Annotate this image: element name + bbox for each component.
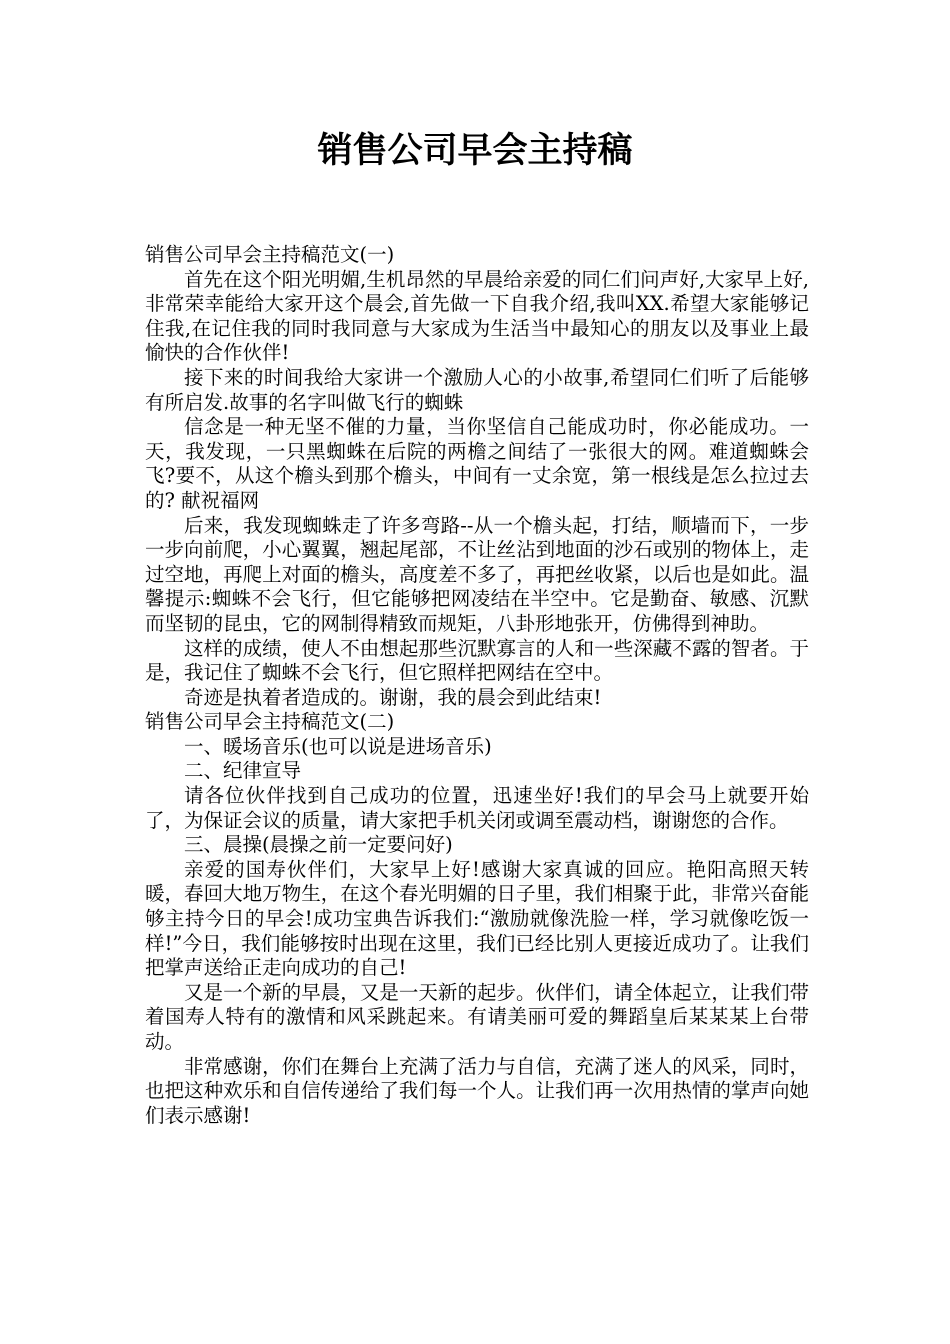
- paragraph: 奇迹是执着者造成的。谢谢，我的晨会到此结束!: [184, 685, 602, 709]
- document-title: 销售公司早会主持稿: [317, 131, 633, 171]
- paragraph: 又是一个新的早晨，又是一天新的起步。伙伴们，请全体起立，让我们带着国寿人特有的激情和风采跳起来。有请美丽可爱的舞蹈皇后某某某上台带动。: [145, 980, 809, 1053]
- paragraph: 亲爱的国寿伙伴们，大家早上好!感谢大家真诚的回应。艳阳高照天转暖，春回大地万物生，在这个春光明媚的日子里，我们相聚于此，非常兴奋能够主持今日的早会!成功宝典告诉我们:“激励就像洗脸一样，学习就像吃饭一样!”今日，我们能够按时出现在这里，我们已经比别人更接近成功了。让我们把掌声送给正走向成功的自己!: [145, 857, 809, 980]
- list-item: 三、晨操(晨操之前一定要问好): [184, 833, 453, 857]
- document-body: [145, 243, 809, 1128]
- paragraph: 首先在这个阳光明媚,生机昂然的早晨给亲爱的同仁们问声好,大家早上好,非常荣幸能给大家开这个晨会,首先做一下自我介绍,我叫XX.希望大家能够记住我,在记住我的同时我同意与大家成为生活当中最知心的朋友以及事业上最愉快的合作伙伴!: [145, 267, 809, 365]
- paragraph: 非常感谢，你们在舞台上充满了活力与自信，充满了迷人的风采，同时，也把这种欢乐和自信传递给了我们每一个人。让我们再一次用热情的掌声向她们表示感谢!: [145, 1054, 809, 1127]
- paragraph: 接下来的时间我给大家讲一个激励人心的小故事,希望同仁们听了后能够有所启发.故事的名字叫做飞行的蜘蛛: [145, 365, 809, 414]
- list-item: 二、纪律宣导: [184, 759, 302, 783]
- paragraph: 请各位伙伴找到自己成功的位置，迅速坐好!我们的早会马上就要开始了，为保证会议的质量，请大家把手机关闭或调至震动档，谢谢您的合作。: [145, 784, 809, 832]
- section-heading: 销售公司早会主持稿范文(二): [145, 710, 395, 734]
- paragraph: 后来，我发现蜘蛛走了许多弯路--从一个檐头起，打结，顺墙而下，一步一步向前爬，小心翼翼，翘起尾部，不让丝沾到地面的沙石或别的物体上，走过空地，再爬上对面的檐头，高度差不多了，再把丝收紧，以后也是如此。温馨提示:蜘蛛不会飞行，但它能够把网凌结在半空中。它是勤奋、敏感、沉默而坚韧的昆虫，它的网制得精致而规矩，八卦形地张开，仿佛得到神助。: [145, 513, 809, 635]
- paragraph: 信念是一种无坚不催的力量，当你坚信自己能成功时，你必能成功。一天，我发现，一只黑蜘蛛在后院的两檐之间结了一张很大的网。难道蜘蛛会飞?要不，从这个檐头到那个檐头，中间有一丈余宽，第一根线是怎么拉过去的? 献祝福网: [145, 415, 809, 512]
- list-item: 一、暖场音乐(也可以说是进场音乐): [184, 734, 492, 758]
- paragraph: 这样的成绩，使人不由想起那些沉默寡言的人和一些深藏不露的智者。于是，我记住了蜘蛛不会飞行，但它照样把网结在空中。: [145, 636, 809, 685]
- section-heading: 销售公司早会主持稿范文(一): [145, 243, 395, 266]
